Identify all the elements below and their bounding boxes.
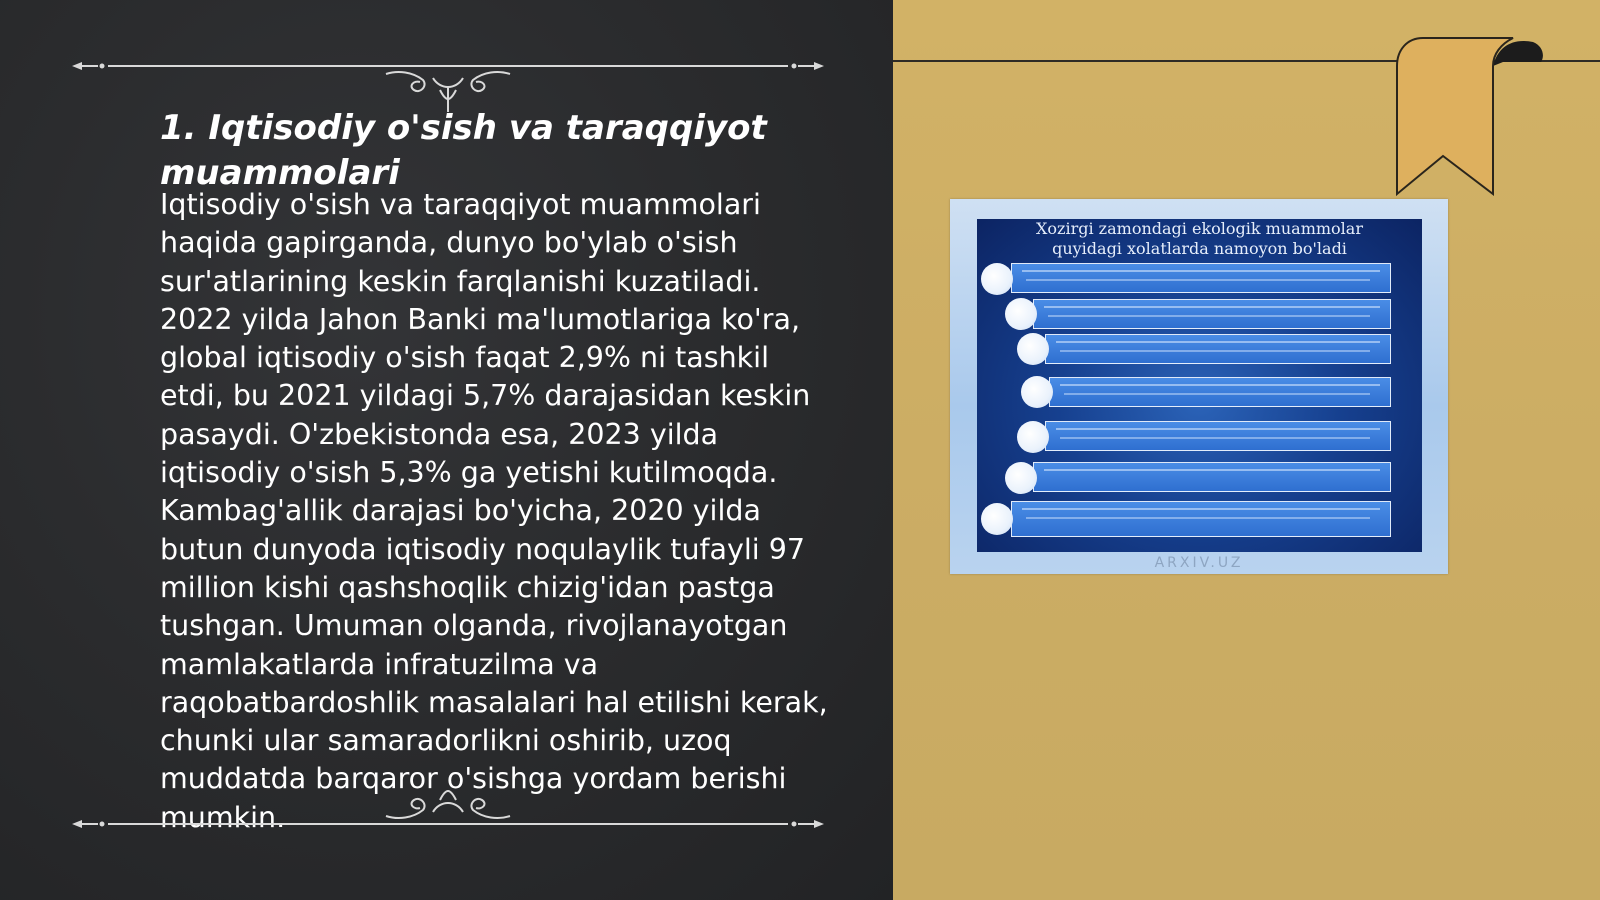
image-panel xyxy=(893,0,1600,900)
image-dot-3 xyxy=(1017,333,1049,365)
image-dot-5 xyxy=(1017,421,1049,453)
slide-body-text: Iqtisodiy o'sish va taraqqiyot muammolari haqida gapirganda, dunyo bo'ylab o'sish sur'atlarining keskin farqlanishi kuzatiladi. 2022 yilda Jahon Banki ma'lumotlariga ko'ra, global iqtisodiy o'sish faqat 2,9% ni tashkil etdi, bu 2021 yildagi 5,7% darajasidan keskin pasaydi. O'zbekistonda esa, 2023 yilda iqtisodiy o'sish 5,3% ga yetishi kutilmoqda. Kambag'allik darajasi bo'yicha, 2020 yilda butun dunyoda iqtisodiy noqulaylik tufayli 97 million kishi qashshoqlik chizig'idan pastga tushgan. Umuman olganda, rivojlanayotgan mamlakatlarda infratuzilma va raqobatbardoshlik masalalari hal etilishi kerak, chunki ular samaradorlikni oshirib, uzoq muddatda barqaror o'sishga yordam berishi mumkin. xyxy=(160,188,828,834)
ornament-bottom-divider xyxy=(68,778,828,834)
image-dot-4 xyxy=(1021,376,1053,408)
embedded-slide-image xyxy=(950,199,1448,574)
image-bar-7 xyxy=(1011,501,1391,537)
image-bar-1 xyxy=(1011,263,1391,293)
slide-title: 1. Iqtisodiy o'sish va taraqqiyot muammolari xyxy=(160,108,767,193)
bookmark-ribbon-icon xyxy=(1393,36,1543,196)
image-bar-3 xyxy=(1045,334,1391,364)
image-title-line2: quyidagi xolatlarda namoyon bo'ladi xyxy=(1052,239,1347,258)
image-bar-5 xyxy=(1045,421,1391,451)
ornament-top-divider xyxy=(68,56,828,112)
image-bar-6 xyxy=(1033,462,1391,492)
image-content xyxy=(977,219,1422,552)
image-watermark-caption: ARXIV.UZ xyxy=(1154,555,1244,571)
image-bar-2 xyxy=(1033,299,1391,329)
image-dot-1 xyxy=(981,263,1013,295)
image-dot-7 xyxy=(981,503,1013,535)
image-title-line1: Xozirgi zamondagi ekologik muammolar xyxy=(1036,219,1363,238)
image-dot-6 xyxy=(1005,462,1037,494)
image-bar-4 xyxy=(1049,377,1391,407)
image-dot-2 xyxy=(1005,298,1037,330)
